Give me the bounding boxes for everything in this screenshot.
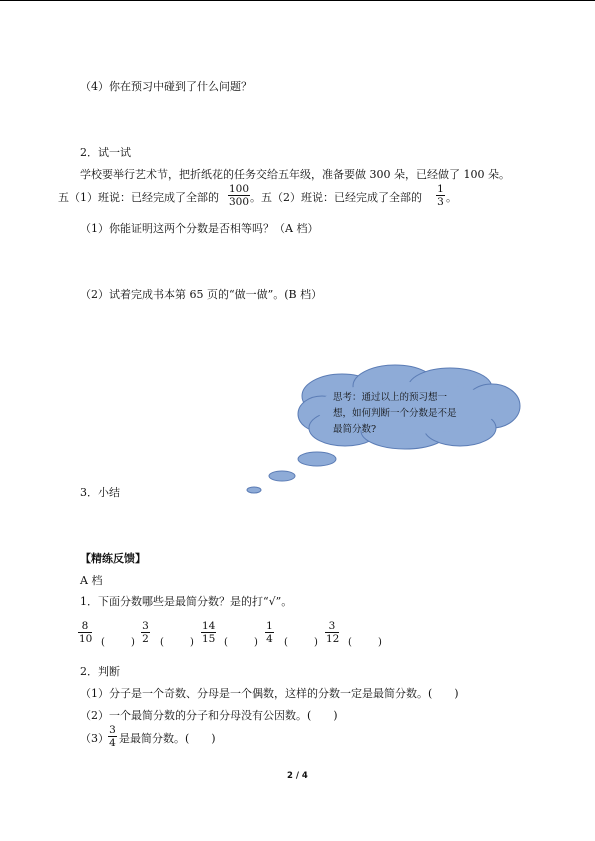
- problem-paragraph-2c: 。: [446, 191, 457, 204]
- thought-bubble-medium: [269, 471, 295, 481]
- fraction-denominator: 4: [109, 737, 116, 749]
- judgement-3-prefix: （3）: [80, 732, 109, 745]
- judgement-3-suffix: 是最简分数。( ): [119, 732, 216, 745]
- fraction-denominator: 3: [437, 196, 444, 208]
- judgement-2: （2）一个最简分数的分子和分母没有公因数。( ): [80, 709, 338, 722]
- sub-question-1: （1）你能证明这两个分数是否相等吗？（A 档）: [80, 222, 319, 235]
- fraction-denominator: 300: [229, 196, 250, 208]
- exercise-fraction-2: [141, 620, 150, 645]
- answer-paren-right-3: ): [254, 637, 258, 648]
- sub-question-2: （2）试着完成书本第 65 页的“做一做”。(B 档）: [80, 288, 323, 301]
- exercise-fraction-5: [325, 620, 339, 645]
- exercise-fraction-3: [201, 620, 216, 645]
- problem-paragraph-1: 学校要举行艺术节，把折纸花的任务交给五年级，准备要做 300 朵，已经做了 100 朵。: [80, 168, 510, 181]
- exercise-1: 1．下面分数哪些是最简分数？是的打“√”。: [80, 595, 293, 608]
- fraction-denominator: 2: [142, 633, 149, 645]
- fraction-numerator: 100: [229, 183, 250, 195]
- cloud-text-line-3: 最简分数?: [333, 424, 377, 435]
- fraction-denominator: 4: [266, 633, 273, 645]
- fraction-denominator: 12: [326, 633, 340, 645]
- answer-paren-left-5: (: [348, 637, 352, 648]
- section-2-heading: 2．试一试: [80, 146, 131, 159]
- answer-paren-right-2: ): [190, 637, 194, 648]
- judgement-3-fraction: [108, 724, 117, 749]
- problem-paragraph-2a: 五（1）班说：已经完成了全部的: [58, 191, 219, 204]
- answer-paren-right-1: ): [131, 637, 135, 648]
- answer-paren-left-3: (: [224, 637, 228, 648]
- problem-paragraph-2b: 。五（2）班说：已经完成了全部的: [250, 191, 422, 204]
- exercise-fraction-1: [78, 620, 92, 645]
- thought-bubble-small: [247, 487, 261, 493]
- fraction-numerator: 8: [81, 620, 89, 632]
- exercise-2-heading: 2．判断: [80, 665, 120, 678]
- judgement-1: （1）分子是一个奇数、分母是一个偶数，这样的分数一定是最简分数。( ): [80, 687, 459, 700]
- page-number: 2 / 4: [287, 771, 308, 781]
- answer-paren-left-4: (: [284, 637, 288, 648]
- question-4: （4）你在预习中碰到了什么问题？: [80, 80, 252, 93]
- cloud-text-line-2: 想，如何判断一个分数是不是: [333, 408, 457, 419]
- answer-paren-left-1: (: [101, 637, 105, 648]
- thought-bubble-large: [298, 452, 336, 466]
- feedback-title: 【精练反馈】: [80, 552, 146, 565]
- answer-paren-left-2: (: [160, 637, 164, 648]
- fraction-numerator: 14: [202, 620, 216, 632]
- answer-paren-right-4: ): [314, 637, 318, 648]
- fraction-numerator: 3: [142, 620, 149, 632]
- answer-paren-right-5: ): [378, 637, 382, 648]
- fraction-denominator: 15: [202, 633, 216, 645]
- fraction-numerator: 3: [328, 620, 336, 632]
- fraction-denominator: 10: [79, 633, 93, 645]
- exercise-fraction-4: [265, 620, 274, 645]
- cloud-text-line-1: 思考：通过以上的预习想一: [333, 392, 448, 403]
- fraction-numerator: 1: [437, 183, 444, 195]
- fraction-numerator: 3: [109, 724, 116, 736]
- level-a-label: A 档: [80, 574, 103, 587]
- section-3-heading: 3．小结: [80, 486, 120, 499]
- fraction-numerator: 1: [266, 620, 273, 632]
